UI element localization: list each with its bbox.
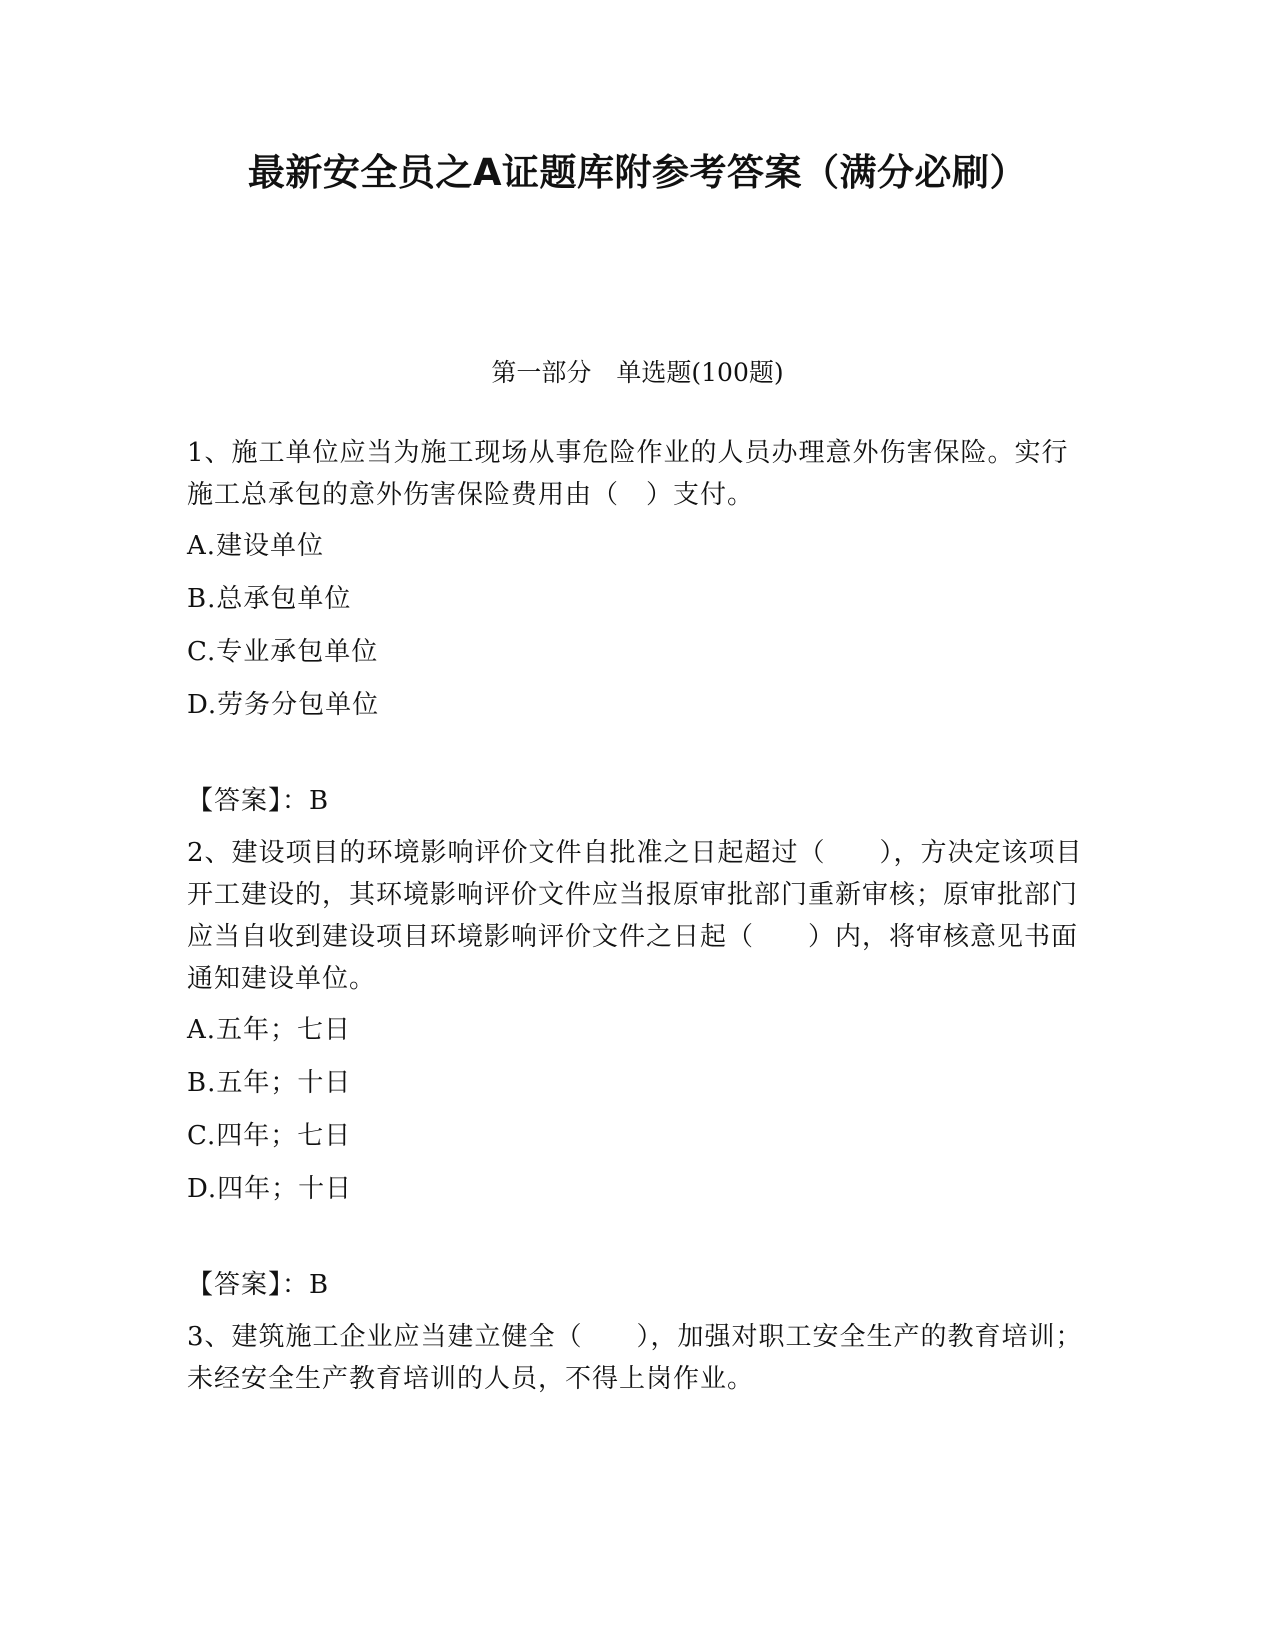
question-2-option-d: D.四年；十日 [187, 1174, 353, 1204]
section-heading: 第一部分 单选题(100题) [491, 358, 784, 387]
question-1-stem: 1、施工单位应当为施工现场从事危险作业的人员办理意外伤害保险。实行施工总承包的意外伤害保险费用由（ ）支付。 [187, 438, 1069, 510]
question-1-option-b: B.总承包单位 [187, 584, 352, 614]
question-1-answer: 【答案】：B [187, 786, 330, 816]
question-2-stem: 2、建设项目的环境影响评价文件自批准之日起超过（ ），方决定该项目开工建设的，其环境影响评价文件应当报原审批部门重新审核；原审批部门应当自收到建设项目环境影响评价文件之日起（ ）内，将审核意见书面通知建设单位。 [187, 838, 1083, 994]
question-2-option-b: B.五年；十日 [187, 1068, 352, 1098]
question-1-option-d: D.劳务分包单位 [187, 690, 380, 720]
question-1-option-a: A.建设单位 [187, 531, 325, 561]
question-1-option-c: C.专业承包单位 [187, 637, 379, 667]
question-2-option-c: C.四年；七日 [187, 1121, 352, 1151]
document-title: 最新安全员之A证题库附参考答案（满分必刷） [247, 151, 1028, 194]
question-2-answer: 【答案】：B [187, 1270, 330, 1300]
question-2-option-a: A.五年；七日 [187, 1015, 352, 1045]
question-3-stem: 3、建筑施工企业应当建立健全（ ），加强对职工安全生产的教育培训；未经安全生产教育培训的人员，不得上岗作业。 [187, 1322, 1083, 1394]
